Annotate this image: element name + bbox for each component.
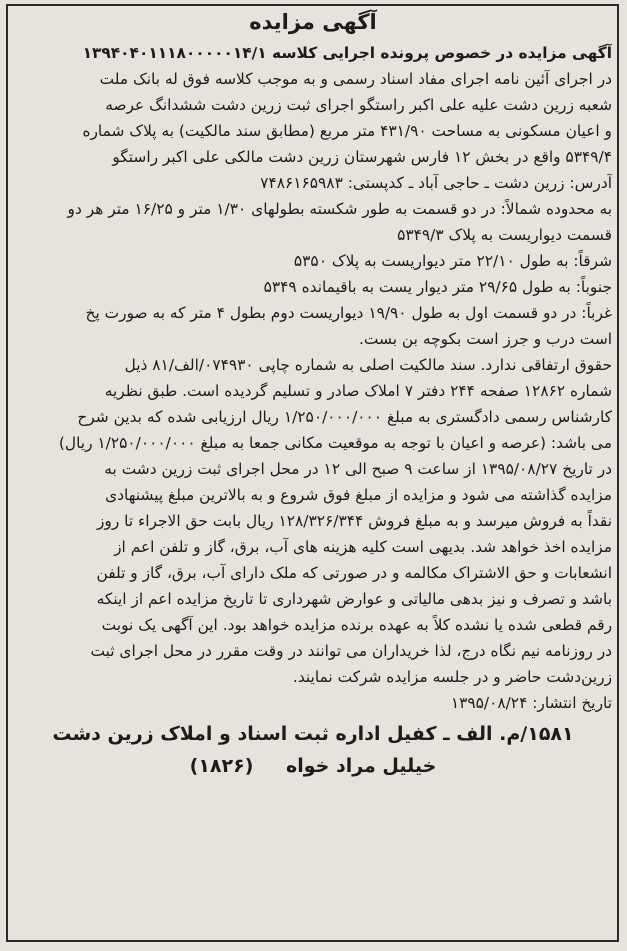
auction-notice: [14, 8, 612, 782]
notice-line: غرباً: در دو قسمت اول به طول ۱۹/۹۰ دیواریست دوم بطول ۴ متر که به صورت پخ: [85, 304, 612, 322]
notice-line: رقم قطعی شده یا نشده کلاً به عهده برنده مزایده خواهد بود. این آگهی یک نوبت: [101, 616, 612, 634]
notice-line: و اعیان مسکونی به مساحت ۴۳۱/۹۰ متر مربع (مطابق سند مالکیت) به پلاک شماره: [82, 122, 612, 140]
notice-line: شعبه زرین دشت علیه علی اکبر راستگو اجرای ثبت زرین دشت ششدانگ عرصه: [105, 96, 612, 114]
notice-title: آگهی مزایده: [249, 10, 377, 34]
signer-block: [14, 750, 612, 782]
notice-line: مزایده اخذ خواهد شد. بدیهی است کلیه هزینه های آب، برق، گاز و تلفن اعم از: [114, 538, 612, 556]
notice-line: جنوباً: به طول ۲۹/۶۵ متر دیوار یست به باقیمانده ۵۳۴۹: [263, 278, 612, 296]
notice-line: است درب و جرز است بکوچه بن بست.: [359, 330, 612, 348]
notice-line: به محدوده شمالاً: در دو قسمت به طور شکسته بطولهای ۱/۳۰ متر و ۱۶/۲۵ متر هر دو: [67, 200, 612, 218]
notice-line: آگهی مزایده در خصوص پرونده اجرایی کلاسه ۱۳۹۴۰۴۰۱۱۱۸۰۰۰۰۰۱۴/۱: [82, 44, 612, 62]
notice-line: مزایده گذاشته می شود و مزایده از مبلغ فوق شروع و به بالاترین مبلغ پیشنهادی: [105, 486, 612, 504]
notice-line: شماره ۱۲۸۶۲ صفحه ۲۴۴ دفتر ۷ املاک صادر و تسلیم گردیده است. طبق نظریه: [104, 382, 612, 400]
notice-line: در تاریخ ۱۳۹۵/۰۸/۲۷ از ساعت ۹ صبح الی ۱۲ در محل اجرای ثبت زرین دشت به: [104, 460, 612, 478]
notice-line: نقداً به فروش میرسد و به مبلغ فروش ۱۲۸/۳۲۶/۳۴۴ ریال بابت حق الاجراء تا روز: [96, 512, 612, 530]
notice-line: زرین‌دشت حاضر و در جلسه مزایده شرکت نمایند.: [292, 668, 612, 686]
notice-line: حقوق ارتفاقی ندارد. سند مالکیت اصلی به شماره چاپی ۰۷۴۹۳۰/الف/۸۱ ذیل: [124, 356, 612, 374]
notice-line: کارشناس رسمی دادگستری به مبلغ ۱/۲۵۰/۰۰۰/۰۰۰ ریال ارزیابی شده که بدین شرح: [77, 408, 612, 426]
notice-line: آدرس: زرین دشت ـ حاجی آباد ـ کدپستی: ۷۴۸۶۱۶۵۹۸۳: [260, 174, 612, 192]
signer-code: (۱۸۲۶): [189, 755, 254, 777]
notice-line: ۵۳۴۹/۴ واقع در بخش ۱۲ فارس شهرستان زرین دشت مالکی علی اکبر راستگو: [112, 148, 612, 166]
signature-line: ۱۵۸۱/م. الف ـ کفیل اداره ثبت اسناد و املاک زرین دشت: [52, 723, 574, 745]
notice-line: می باشد: (عرصه و اعیان با توجه به موقعیت مکانی جمعا به مبلغ ۱/۲۵۰/۰۰۰/۰۰۰ ریال): [58, 434, 612, 452]
notice-line: انشعابات و حق الاشتراک مکالمه و در صورتی که ملک دارای آب، برق، گاز و تلفن: [96, 564, 612, 582]
notice-line: در اجرای آئین نامه اجرای مفاد اسناد رسمی و به موجب کلاسه فوق له بانک ملت: [99, 70, 612, 88]
notice-line: باشد و تصرف و نیز بدهی مالیاتی و عوارض شهرداری تا تاریخ مزایده اعم از اینکه: [96, 590, 612, 608]
notice-line: شرقاً: به طول ۲۲/۱۰ متر دیواریست به پلاک ۵۳۵۰: [293, 252, 612, 270]
notice-line: در روزنامه نیم نگاه درج، لذا خریداران می توانند در وقت مقرر در محل اجرای ثبت: [90, 642, 612, 660]
signer-name: خیلیل مراد خواه: [286, 755, 437, 777]
publication-date: تاریخ انتشار: ۱۳۹۵/۰۸/۲۴: [450, 694, 612, 712]
notice-line: قسمت دیواریست به پلاک ۵۳۴۹/۳: [397, 226, 612, 244]
